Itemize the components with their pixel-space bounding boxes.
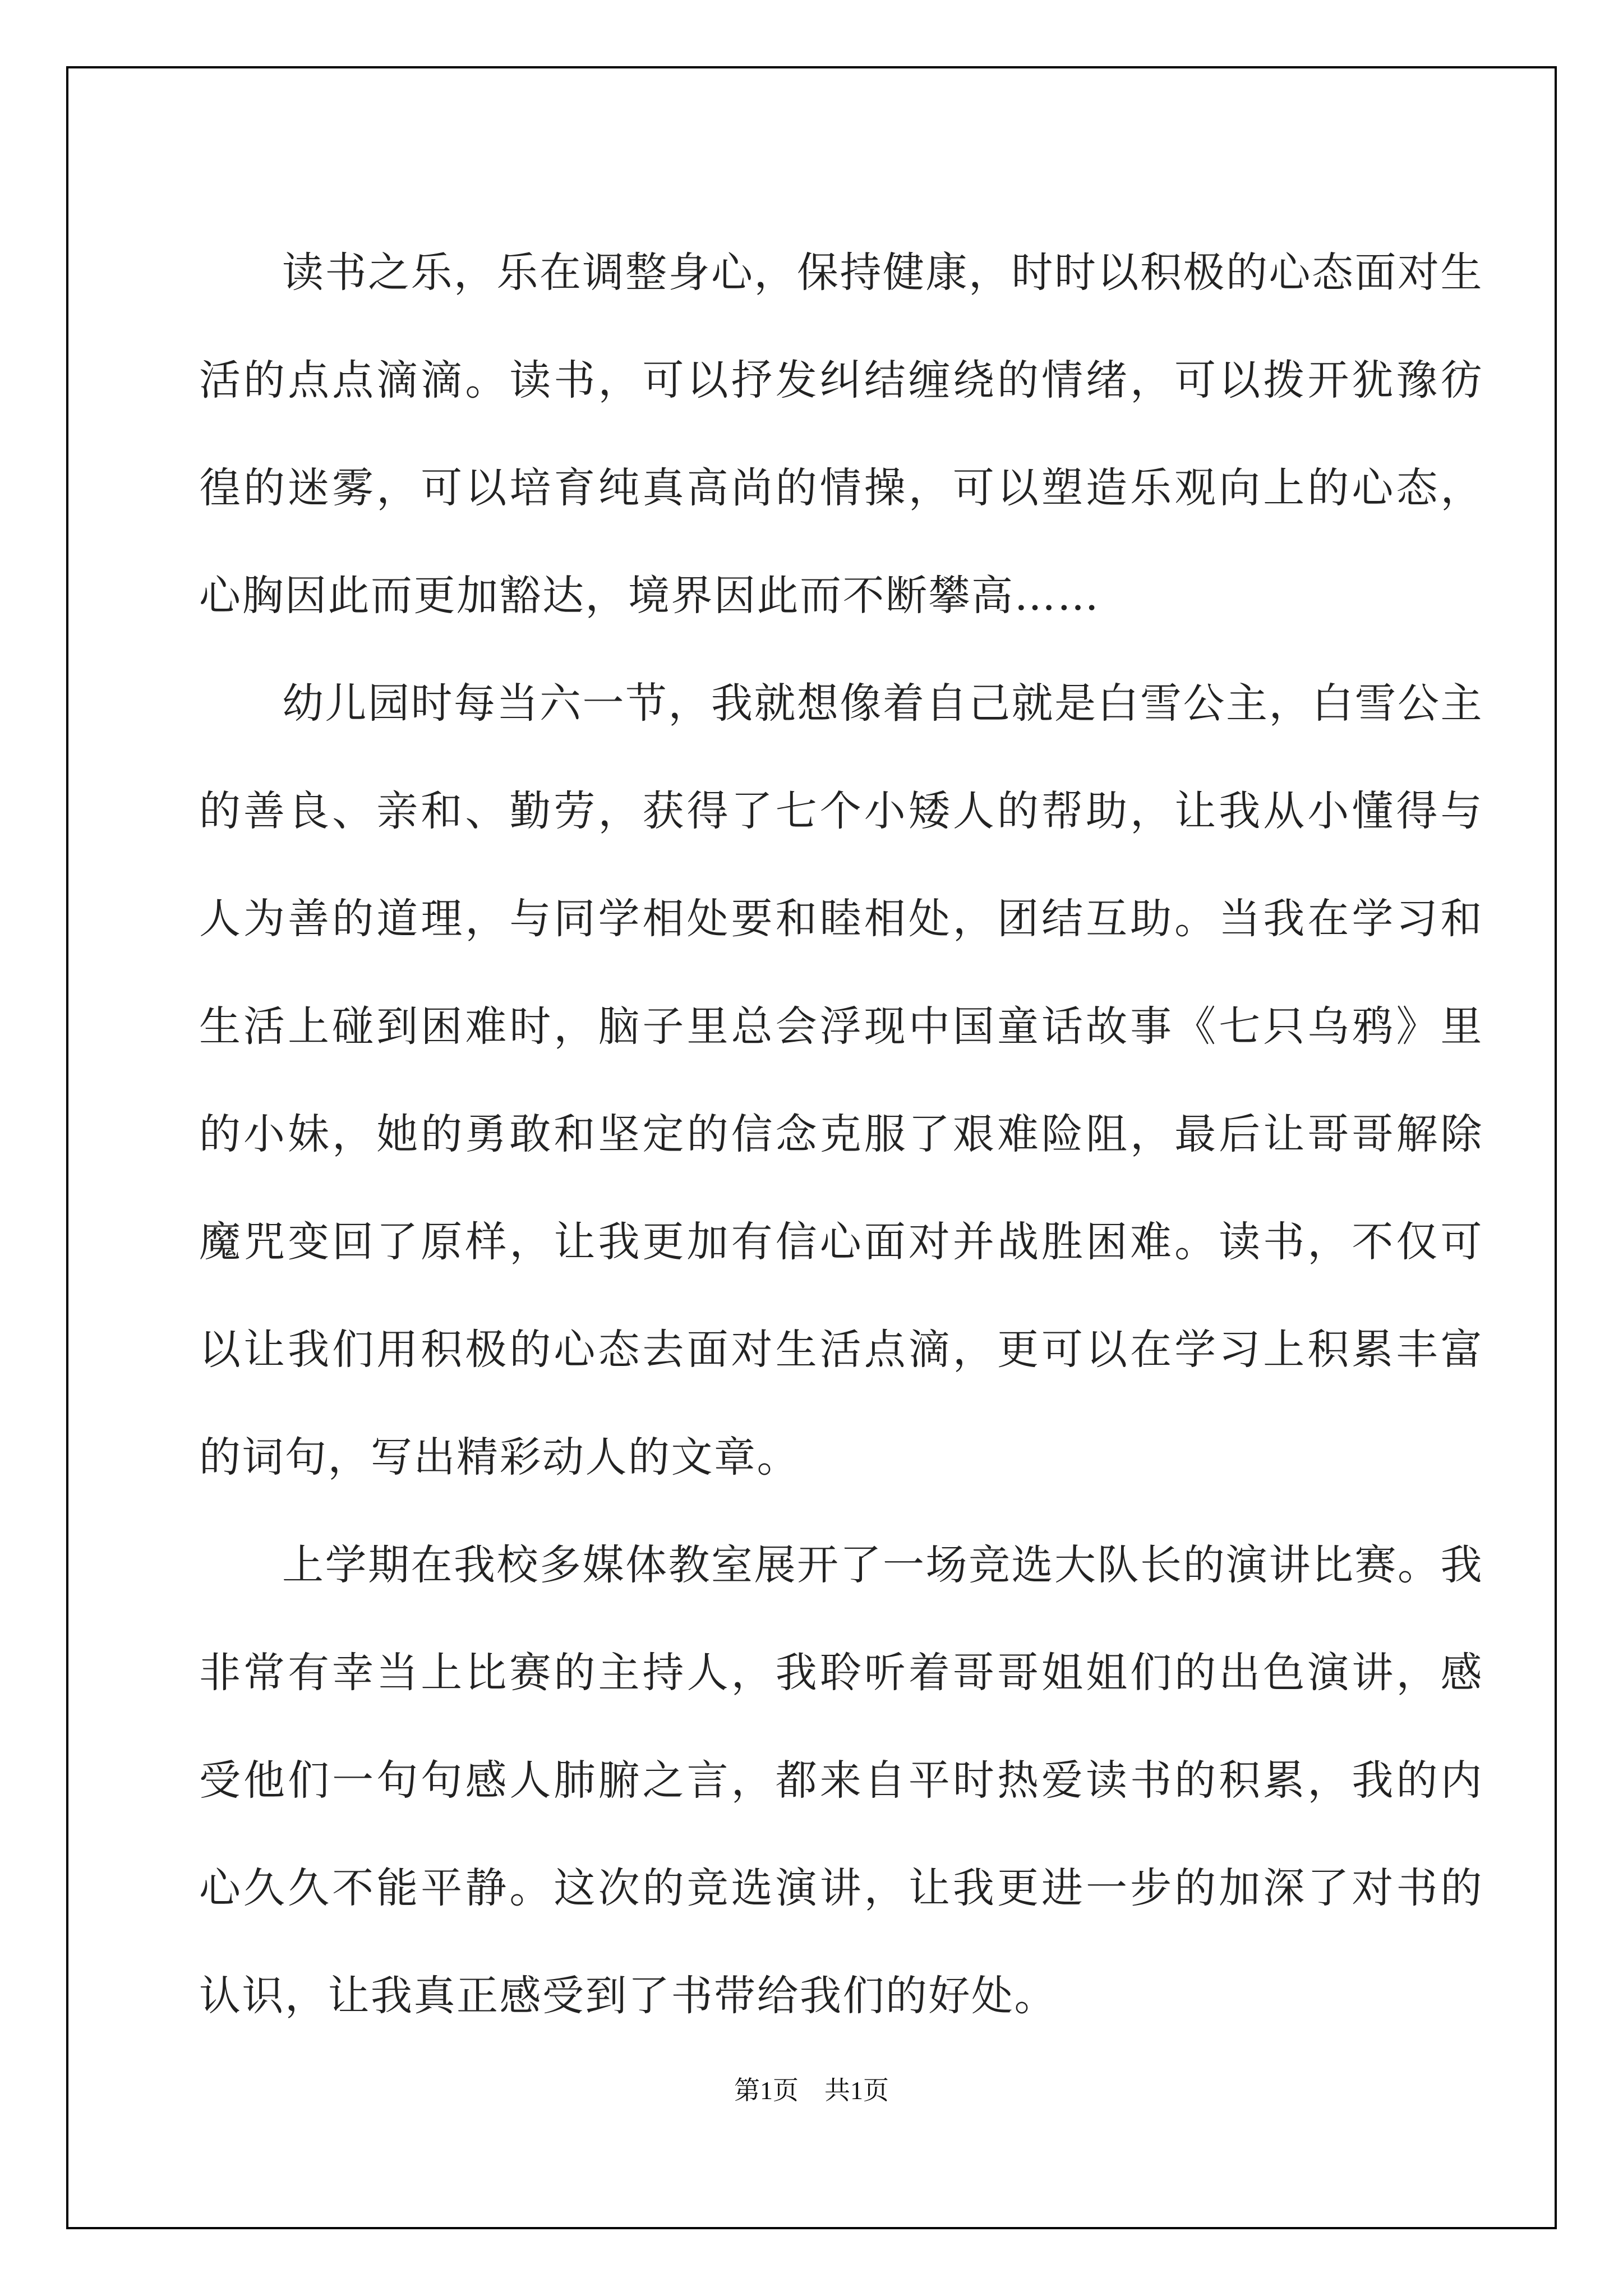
paragraph-1: 读书之乐，乐在调整身心，保持健康，时时以积极的心态面对生活的点点滴滴。读书，可以抒发纠结缠绕的情绪，可以拨开犹豫彷徨的迷雾，可以培育纯真高尚的情操，可以塑造乐观向上的心态，心胸因此而更加豁达，境界因此而不断攀高…… <box>199 249 1483 620</box>
document-body <box>199 219 1483 2050</box>
paragraph-3: 上学期在我校多媒体教室展开了一场竞选大队长的演讲比赛。我非常有幸当上比赛的主持人，我聆听着哥哥姐姐们的出色演讲，感受他们一句句感人肺腑之言，都来自平时热爱读书的积累，我的内心久久不能平静。这次的竞选演讲，让我更进一步的加深了对书的认识，让我真正感受到了书带给我们的好处。 <box>199 1541 1483 2020</box>
page-footer: 第1页 共1页 <box>734 2076 889 2105</box>
paragraph-2: 幼儿园时每当六一节，我就想像着自己就是白雪公主，白雪公主的善良、亲和、勤劳，获得了七个小矮人的帮助，让我从小懂得与人为善的道理，与同学相处要和睦相处，团结互助。当我在学习和生活上碰到困难时，脑子里总会浮现中国童话故事《七只乌鸦》里的小妹，她的勇敢和坚定的信念克服了艰难险阻，最后让哥哥解除魔咒变回了原样，让我更加有信心面对并战胜困难。读书，不仅可以让我们用积极的心态去面对生活点滴，更可以在学习上积累丰富的词句，写出精彩动人的文章。 <box>199 679 1483 1481</box>
